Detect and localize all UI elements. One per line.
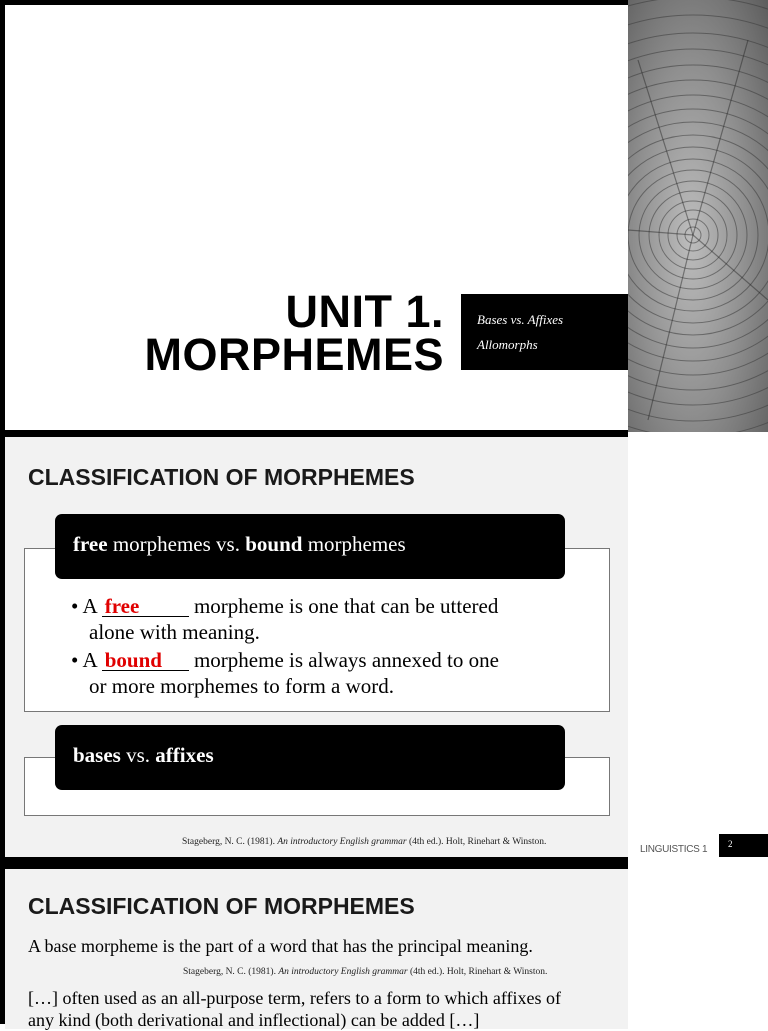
fill-blank: bound xyxy=(102,650,189,671)
title-line-2: MORPHEMES xyxy=(144,329,444,380)
bullet-item: • A bound morpheme is always annexed to one or more morphemes to form a word. xyxy=(71,648,499,698)
title-line-1: UNIT 1. xyxy=(285,286,444,337)
header-bold-affixes: affixes xyxy=(155,743,214,767)
header-end: morphemes xyxy=(302,532,406,556)
wood-rings-image xyxy=(628,0,768,432)
page-number: 2 xyxy=(719,834,768,857)
quote-line-2: any kind (both derivational and inflectional) can be added […] xyxy=(28,1010,480,1030)
slide-margin xyxy=(628,432,768,864)
slide-heading: CLASSIFICATION OF MORPHEMES xyxy=(28,464,415,490)
subtitle-box xyxy=(461,294,628,370)
fill-blank: free xyxy=(102,596,189,617)
quote-line-1: […] often used as an all-purpose term, refers to a form to which affixes of xyxy=(28,988,561,1008)
slide-heading: CLASSIFICATION OF MORPHEMES xyxy=(28,893,415,919)
subtitle-item: Allomorphs xyxy=(477,337,538,352)
bases-affixes-header xyxy=(55,725,565,790)
header-bold-bases: bases xyxy=(73,743,121,767)
slide-panel xyxy=(5,437,628,857)
slide-panel xyxy=(5,869,628,1029)
header-mid: vs. xyxy=(120,743,156,767)
header-bold-bound: bound xyxy=(245,532,303,556)
subtitle-item: Bases vs. Affixes xyxy=(477,312,564,327)
citation: Stageberg, N. C. (1981). An introductory English grammar (4th ed.). Holt, Rinehart & Winston. xyxy=(182,837,547,847)
unit-title xyxy=(144,286,444,380)
content-slide-3 xyxy=(0,864,628,1030)
header-mid: morphemes vs. xyxy=(107,532,246,556)
content-slide-2 xyxy=(0,432,628,864)
bullet-item: • A free morpheme is one that can be uttered alone with meaning. xyxy=(71,594,499,644)
footer-label: LINGUISTICS 1 xyxy=(640,844,708,855)
title-slide xyxy=(0,0,768,436)
free-bound-header xyxy=(55,514,565,579)
citation: Stageberg, N. C. (1981). An introductory English grammar (4th ed.). Holt, Rinehart & Winston. xyxy=(183,967,548,977)
header-bold-free: free xyxy=(73,532,108,556)
base-definition: A base morpheme is the part of a word that has the principal meaning. xyxy=(28,936,533,956)
